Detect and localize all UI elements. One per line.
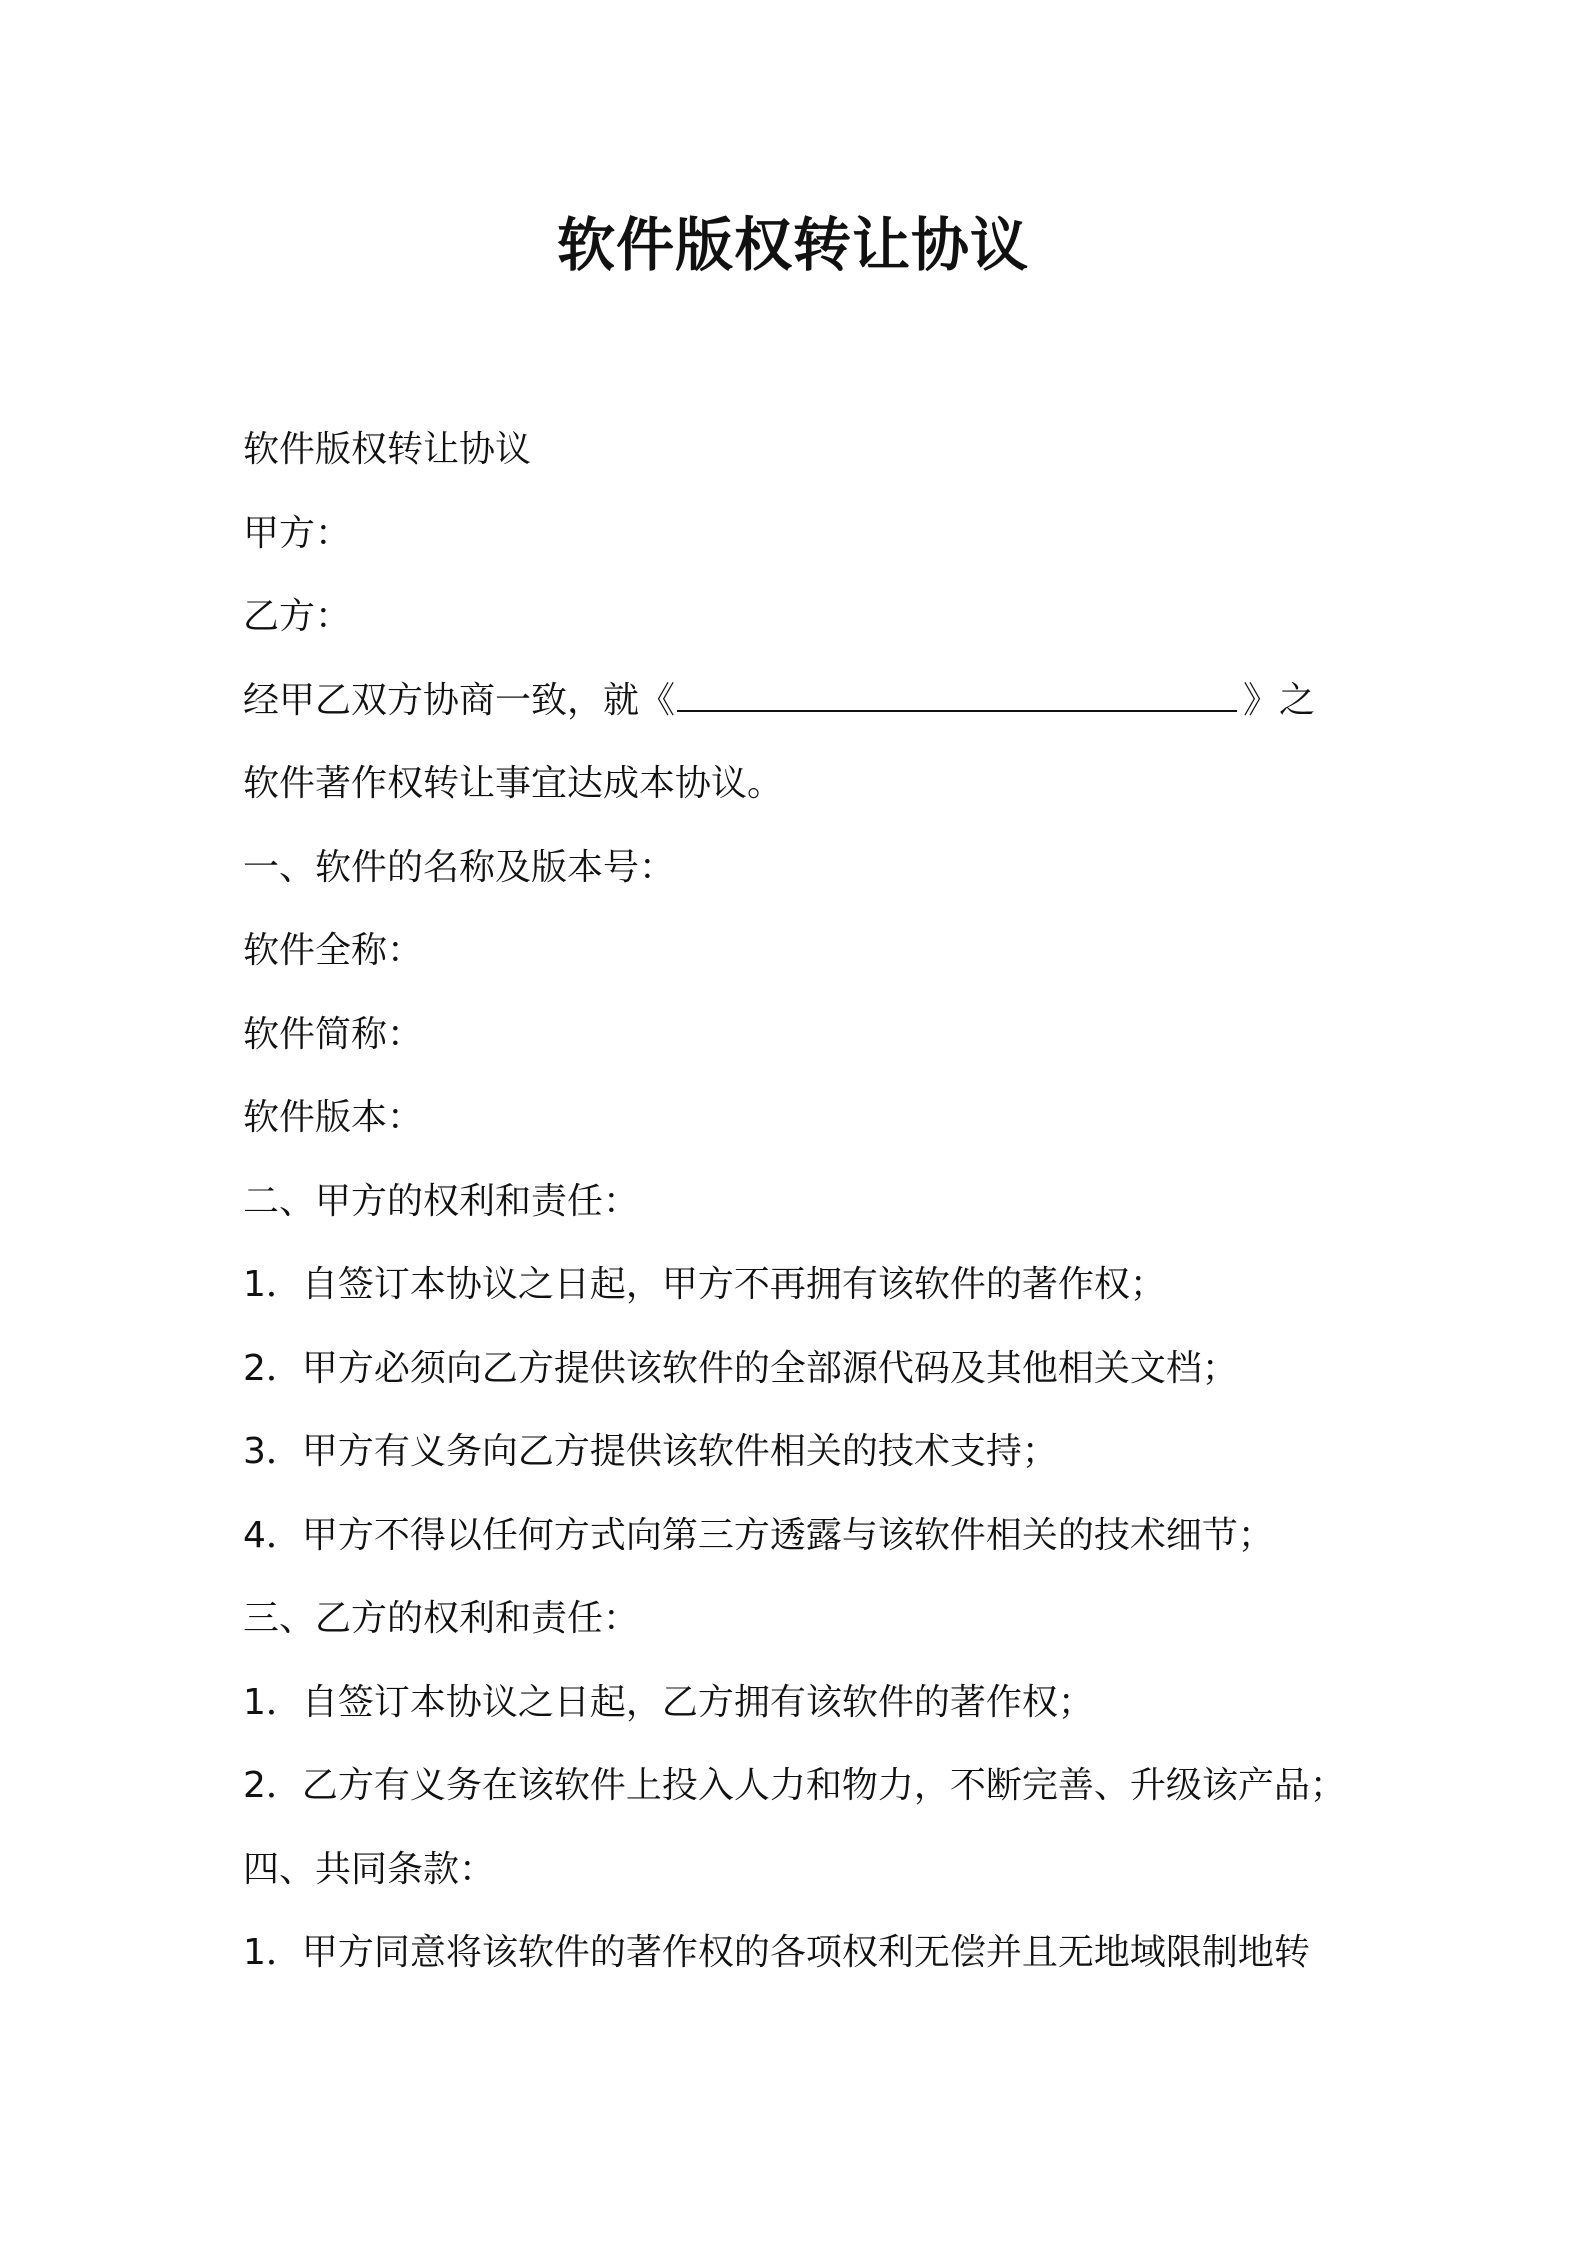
intro-text-end: 》之 [1243,679,1316,721]
section-3-heading: 三、乙方的权利和责任： [243,1598,640,1639]
body-heading: 软件版权转让协议 [243,429,532,470]
agreement-intro-line [243,659,1383,743]
clause-2-1: 1．自签订本协议之日起，甲方不再拥有该软件的著作权； [243,1264,1166,1305]
clause-2-4: 4．甲方不得以任何方式向第三方透露与该软件相关的技术细节； [243,1514,1274,1556]
document-title: 软件版权转让协议 [556,211,1029,279]
intro-text-start: 经甲乙双方协商一致，就《 [243,679,676,721]
clause-4-1: 1．甲方同意将该软件的著作权的各项权利无偿并且无地域限制地转 [243,1932,1310,1973]
software-version-line: 软件版本： [243,1097,424,1138]
software-full-name-line: 软件全称： [243,930,424,971]
clause-3-1: 1．自签订本协议之日起，乙方拥有该软件的著作权； [243,1681,1094,1723]
clause-2-2: 2．甲方必须向乙方提供该软件的全部源代码及其他相关文档； [243,1347,1238,1389]
agreement-intro-continued: 软件著作权转让事宜达成本协议。 [243,763,784,804]
section-2-heading: 二、甲方的权利和责任： [243,1180,640,1222]
section-4-heading: 四、共同条款： [243,1848,496,1890]
software-name-blank [677,680,1237,712]
party-b-line: 乙方： [243,596,352,637]
document-body [243,408,1383,1995]
clause-3-2: 2．乙方有义务在该软件上投入人力和物力，不断完善、升级该产品； [243,1765,1346,1806]
section-1-heading: 一、软件的名称及版本号： [243,846,676,888]
party-a-line: 甲方： [243,512,352,554]
clause-2-3: 3．甲方有义务向乙方提供该软件相关的技术支持； [243,1431,1058,1472]
software-short-name-line: 软件简称： [243,1013,424,1055]
